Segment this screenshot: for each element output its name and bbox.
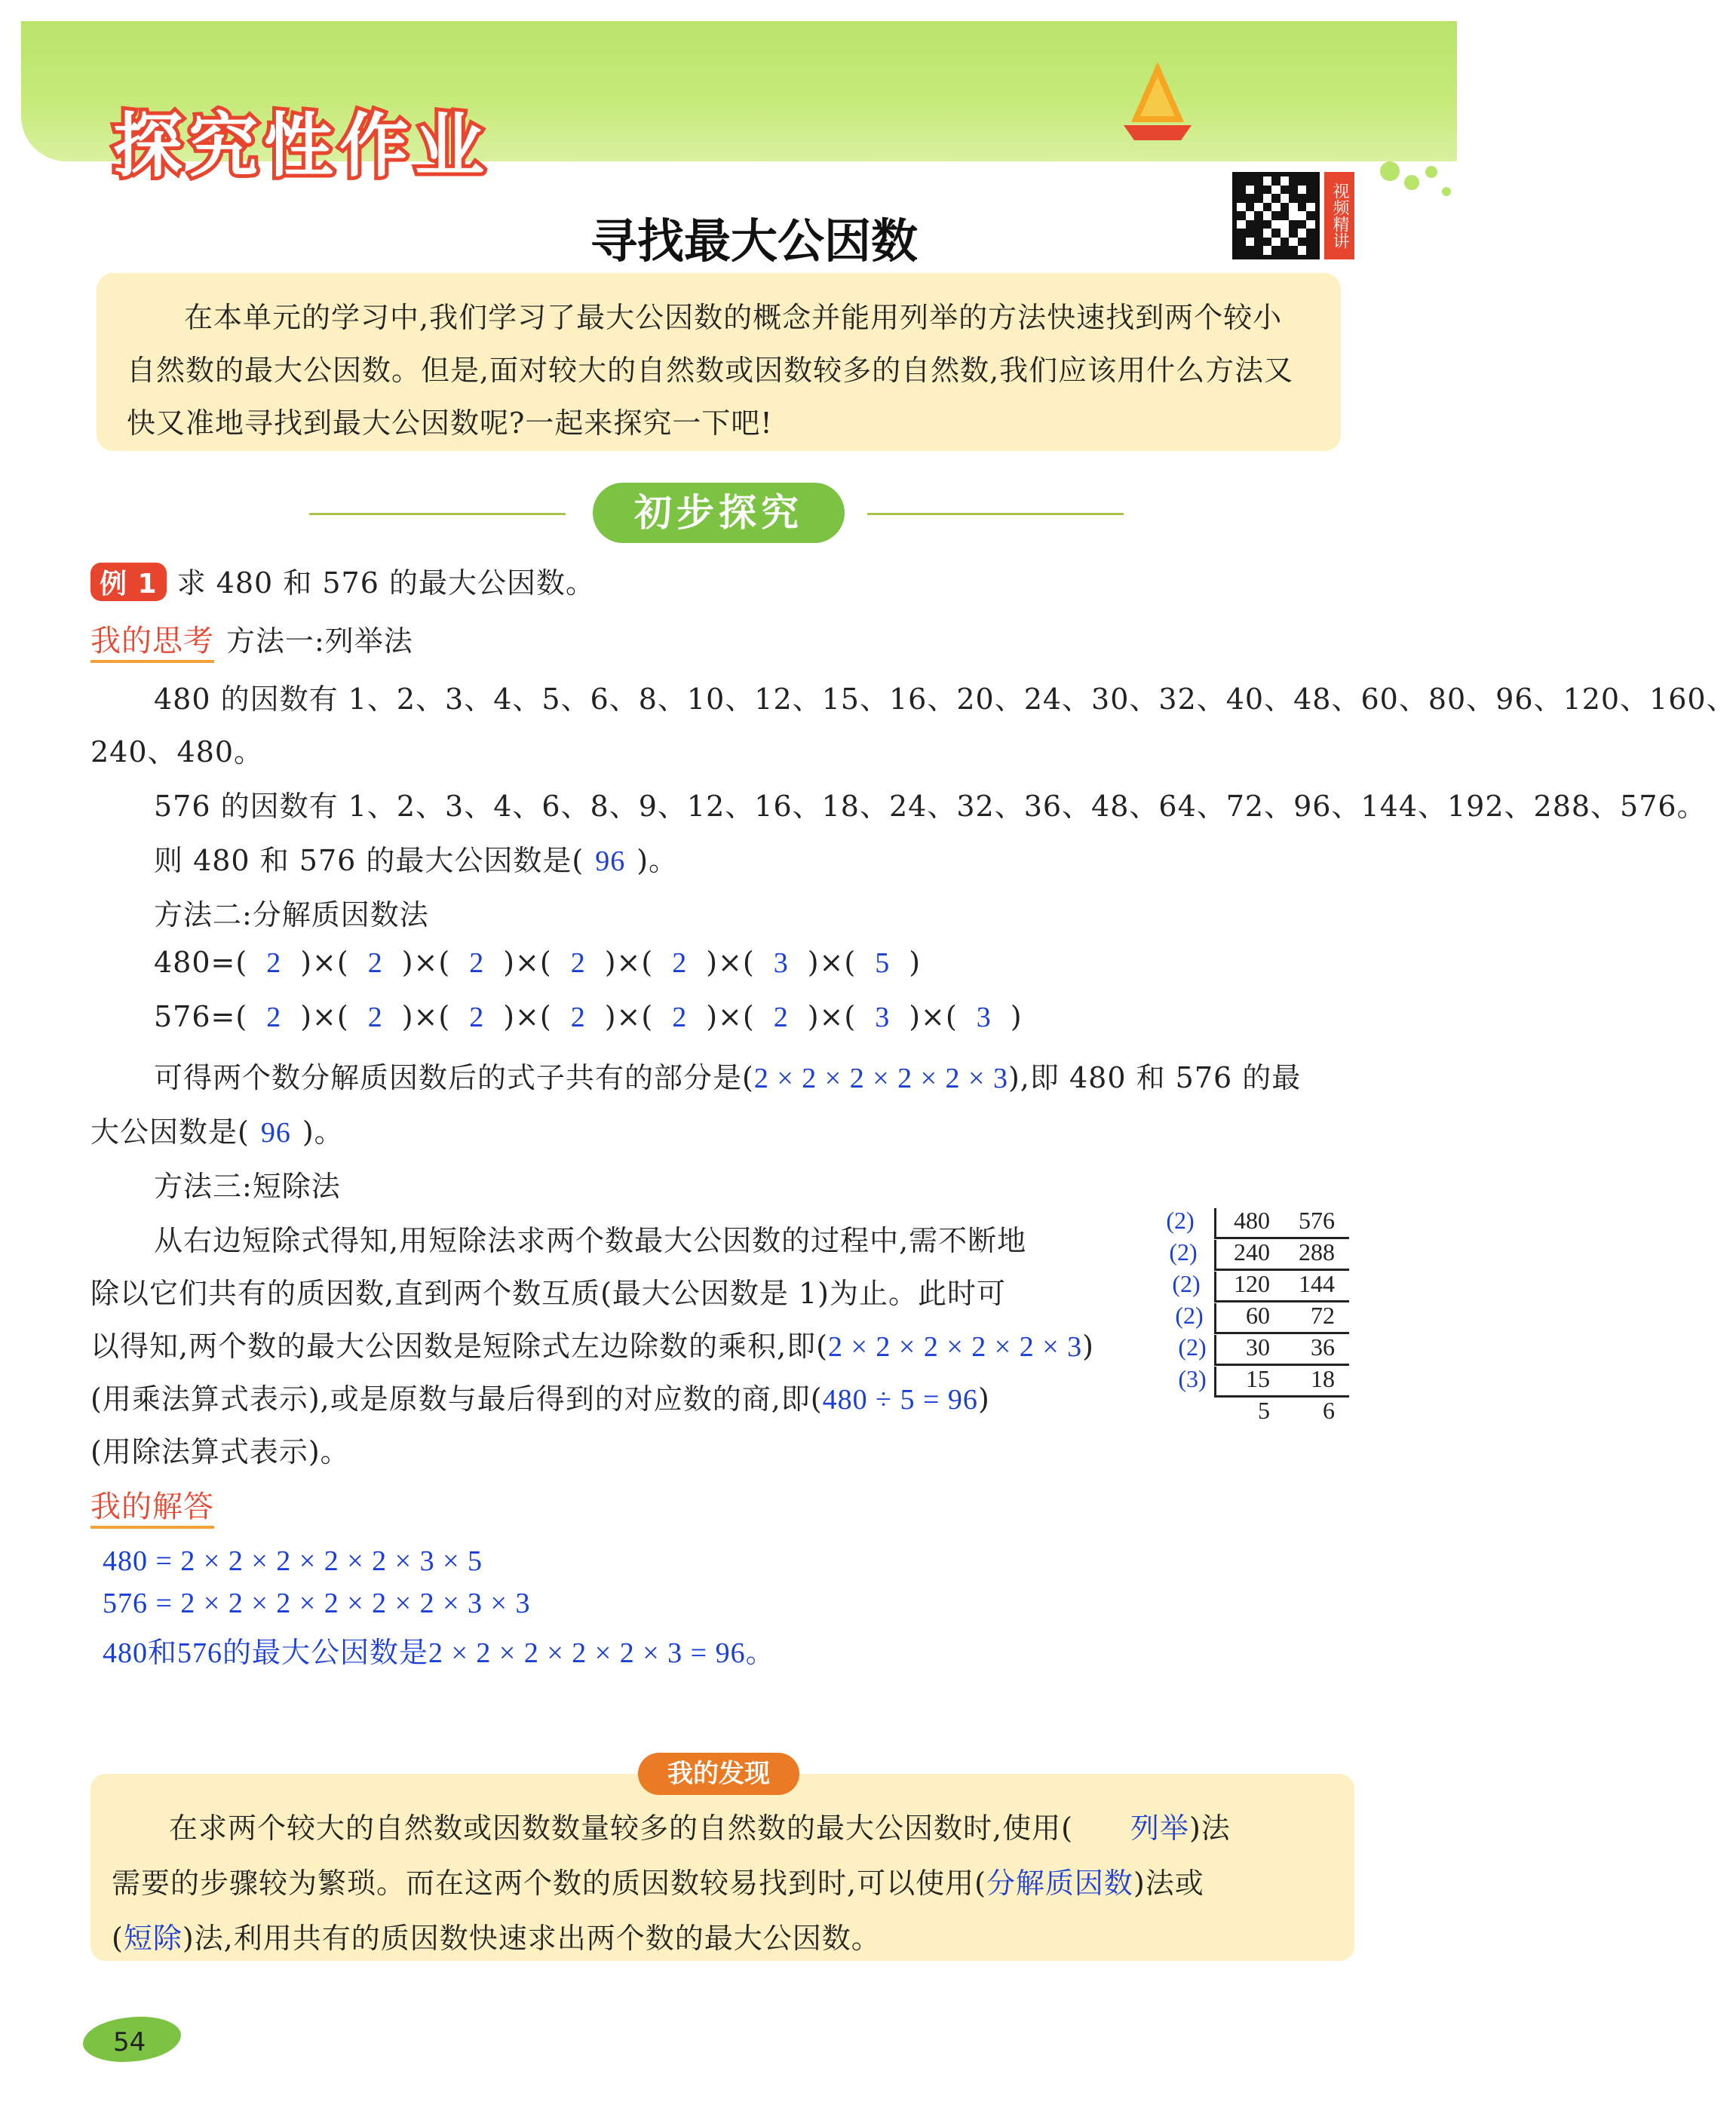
- divider: [867, 513, 1124, 515]
- answer-common-part: 2 × 2 × 2 × 2 × 2 × 3: [753, 1063, 1008, 1094]
- factors-576: 576 的因数有 1、2、3、4、6、8、9、12、16、18、24、32、36、48、64、72、96、144、192、288、576。: [154, 790, 1707, 823]
- think-line: [90, 617, 413, 660]
- discovery-tag: 我的发现: [638, 1753, 799, 1795]
- qr-code-icon[interactable]: [1232, 172, 1320, 259]
- equation-576: 576=( 2 )×( 2 )×( 2 )×( 2 )×( 2 )×( 2 )×( 3 )×( 3 ): [154, 1000, 1023, 1033]
- answer-heading: [90, 1483, 226, 1526]
- equation-480: 480=( 2 )×( 2 )×( 2 )×( 2 )×( 2 )×( 3 )×( 5 ): [154, 946, 922, 979]
- method1-title: 方法一:列举法: [226, 624, 413, 658]
- section-heading: [0, 483, 1478, 543]
- method3-line-5: (用除法算式表示)。: [90, 1435, 350, 1468]
- answer-line-3: 480和576的最大公因数是2 × 2 × 2 × 2 × 2 × 3 = 96。: [103, 1637, 775, 1669]
- banner-title: 探究性作业: [113, 106, 491, 186]
- method3-line-1: 从右边短除式得知,用短除法求两个数最大公因数的过程中,需不断地: [154, 1224, 1027, 1257]
- gcd-line: 则 480 和 576 的最大公因数是( 96 )。: [154, 844, 679, 877]
- factors-480: 480 的因数有 1、2、3、4、5、6、8、10、12、15、16、20、24、30、32、40、48、60、80、96、120、160、: [154, 683, 1736, 716]
- common-part-line: 可得两个数分解质因数后的式子共有的部分是(2 × 2 × 2 × 2 × 2 × 3),即 480 和 576 的最: [154, 1061, 1302, 1094]
- answer-quotient: 480 ÷ 5 = 96: [822, 1384, 978, 1416]
- answer-line-2: 576 = 2 × 2 × 2 × 2 × 2 × 2 × 3 × 3: [103, 1588, 531, 1619]
- method3-line-4: (用乘法算式表示),或是原数与最后得到的对应数的商,即(480 ÷ 5 = 96): [90, 1382, 990, 1416]
- method3-title: 方法三:短除法: [154, 1170, 341, 1203]
- qr-tag: 视频精讲: [1324, 172, 1354, 259]
- answer-method-3: 短除: [123, 1923, 182, 1955]
- answer-method-2: 分解质因数: [986, 1868, 1133, 1900]
- discovery-line-3: (短除)法,利用共有的质因数快速求出两个数的最大公因数。: [112, 1911, 1341, 1966]
- answer-label: 我的解答: [90, 1490, 214, 1529]
- method3-line-3: 以得知,两个数的最大公因数是短除式左边除数的乘积,即(2 × 2 × 2 × 2 × 2 × 3): [90, 1330, 1094, 1363]
- sailboat-icon: [1116, 56, 1199, 146]
- discovery-line-2: 需要的步骤较为繁琐。而在这两个数的质因数较易找到时,可以使用(分解质因数)法或: [112, 1867, 1204, 1900]
- answer-line-1: 480 = 2 × 2 × 2 × 2 × 2 × 3 × 5: [103, 1545, 483, 1577]
- method3-line-2: 除以它们共有的质因数,直到两个数互质(最大公因数是 1)为止。此时可: [90, 1277, 1006, 1310]
- answer-product: 2 × 2 × 2 × 2 × 2 × 3: [828, 1331, 1083, 1363]
- gcd2-line: 大公因数是( 96 )。: [90, 1115, 344, 1149]
- section-title: 初步探究: [593, 483, 845, 543]
- example-question: 例 1 求 480 和 576 的最大公因数。: [90, 560, 595, 601]
- discovery-text: [112, 1801, 1341, 1966]
- divider: [309, 513, 566, 515]
- intro-box: [97, 273, 1341, 451]
- factors-480-cont: 240、480。: [90, 735, 264, 769]
- page-title: 寻找最大公因数: [590, 213, 918, 268]
- page-number: 54: [113, 2027, 146, 2057]
- think-label: 我的思考: [90, 624, 214, 663]
- method2-title: 方法二:分解质因数法: [154, 898, 429, 931]
- answer-method-1: 列举: [1130, 1813, 1189, 1845]
- answer-gcd-2: 96: [260, 1117, 291, 1149]
- discovery-line-1: 在求两个较大的自然数或因数数量较多的自然数的最大公因数时,使用( 列举)法: [112, 1801, 1341, 1856]
- intro-text: 在本单元的学习中,我们学习了最大公因数的概念并能用列举的方法快速找到两个较小自然数的最大公因数。但是,面对较大的自然数或因数较多的自然数,我们应该用什么方法又快又准地寻找到最大公因数呢?一起来探究一下吧!: [127, 301, 1294, 440]
- example-tag: 例 1: [90, 563, 167, 601]
- answer-gcd: 96: [595, 845, 626, 877]
